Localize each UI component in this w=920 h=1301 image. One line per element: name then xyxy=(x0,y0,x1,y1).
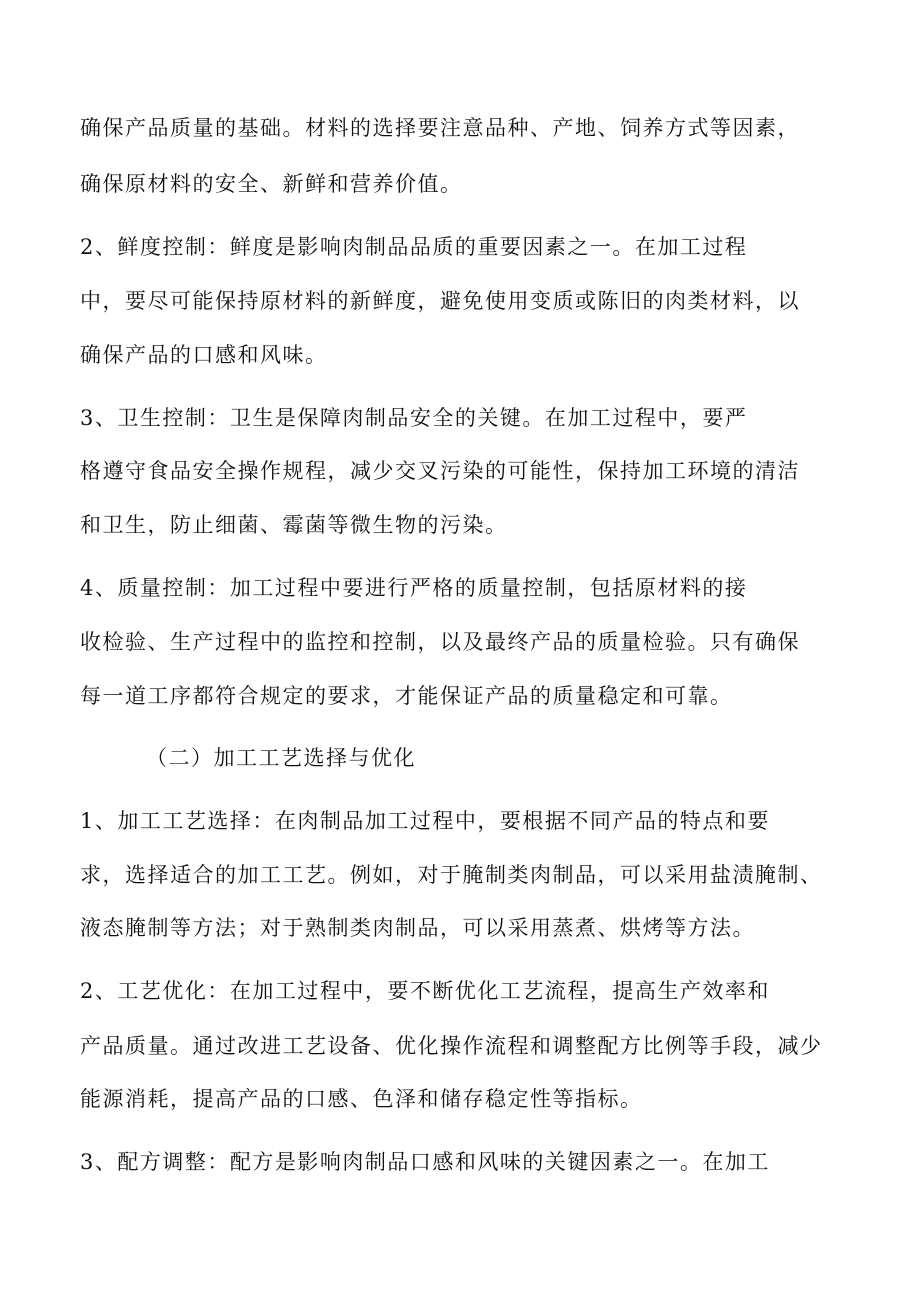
text-line: 求，选择适合的加工工艺。例如，对于腌制类肉制品，可以采用盐渍腌制、 xyxy=(80,863,823,887)
text-line: 确保原材料的安全、新鲜和营养价值。 xyxy=(80,172,463,196)
paragraph-recipe-adjustment: 3、配方调整：配方是影响肉制品口感和风味的关键因素之一。在加工 xyxy=(80,1150,770,1174)
paragraph-hygiene-control: 3、卫生控制：卫生是保障肉制品安全的关键。在加工过程中，要严 xyxy=(80,406,748,430)
text-line: 收检验、生产过程中的监控和控制，以及最终产品的质量检验。只有确保 xyxy=(80,630,800,654)
text-line: 能源消耗，提高产品的口感、色泽和储存稳定性等指标。 xyxy=(80,1087,643,1111)
paragraph-quality-control: 4、质量控制：加工过程中要进行严格的质量控制，包括原材料的接 xyxy=(80,576,748,600)
text-line: 液态腌制等方法；对于熟制类肉制品，可以采用蒸煮、烘烤等方法。 xyxy=(80,916,755,940)
paragraph-freshness-control: 2、鲜度控制：鲜度是影响肉制品品质的重要因素之一。在加工过程 xyxy=(80,235,748,259)
text-line: 中，要尽可能保持原材料的新鲜度，避免使用变质或陈旧的肉类材料，以 xyxy=(80,289,800,313)
text-line: 每一道工序都符合规定的要求，才能保证产品的质量稳定和可靠。 xyxy=(80,684,733,708)
paragraph-process-optimization: 2、工艺优化：在加工过程中，要不断优化工艺流程，提高生产效率和 xyxy=(80,979,770,1003)
text-line: 确保产品质量的基础。材料的选择要注意品种、产地、饲养方式等因素， xyxy=(80,116,800,140)
paragraph-process-selection: 1、加工工艺选择：在肉制品加工过程中，要根据不同产品的特点和要 xyxy=(80,809,770,833)
text-line: 和卫生，防止细菌、霉菌等微生物的污染。 xyxy=(80,513,508,537)
text-line: 格遵守食品安全操作规程，减少交叉污染的可能性，保持加工环境的清洁 xyxy=(80,459,800,483)
text-line: 确保产品的口感和风味。 xyxy=(80,343,328,367)
section-heading: （二）加工工艺选择与优化 xyxy=(146,746,416,770)
text-line: 产品质量。通过改进工艺设备、优化操作流程和调整配方比例等手段，减少 xyxy=(80,1034,823,1058)
